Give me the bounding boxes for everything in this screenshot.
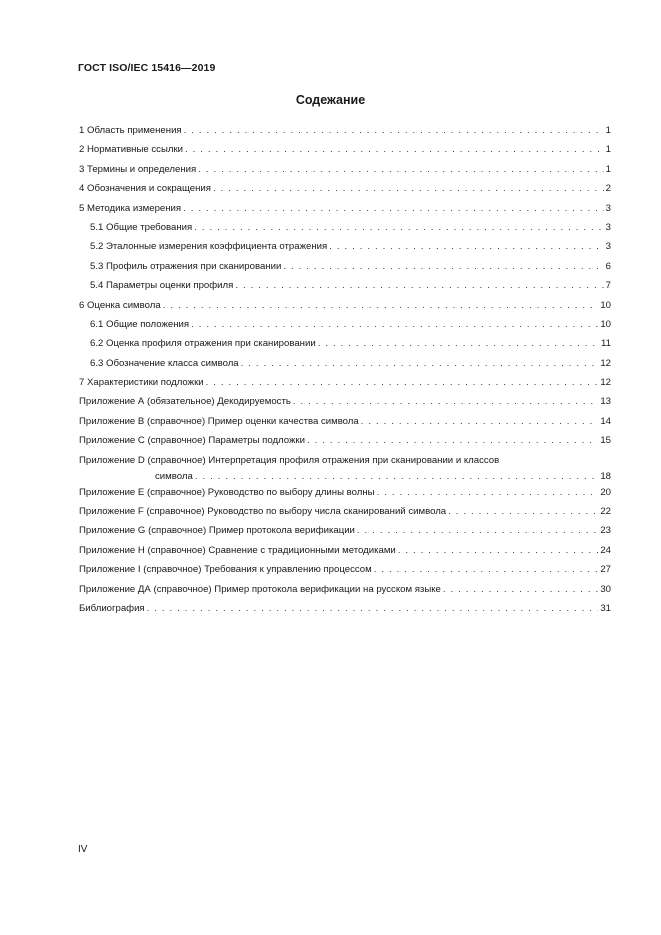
toc-entry-page: 10 bbox=[600, 299, 611, 311]
toc-entry-page: 14 bbox=[600, 415, 611, 427]
dot-leader bbox=[329, 240, 603, 253]
toc-entry-label: 3 Термины и определения bbox=[79, 163, 197, 175]
dot-leader bbox=[206, 376, 599, 389]
dot-leader bbox=[318, 337, 599, 350]
toc-entry-page: 18 bbox=[600, 470, 611, 482]
dot-leader bbox=[184, 124, 604, 137]
toc-entry-page: 3 bbox=[605, 221, 611, 233]
toc-entry-label: 7 Характеристики подложки bbox=[79, 377, 204, 389]
toc-entry[interactable] bbox=[79, 279, 611, 298]
dot-leader bbox=[185, 143, 604, 156]
toc-entry-label: Приложение ДА (справочное) Пример протокола верификации на русском языке bbox=[79, 583, 441, 595]
toc-entry-page: 11 bbox=[601, 338, 611, 350]
dot-leader bbox=[443, 583, 598, 596]
toc-entry-label: Приложение А (обязательное) Декодируемость bbox=[79, 396, 291, 408]
dot-leader bbox=[293, 395, 598, 408]
toc-entry-label-continuation: символа bbox=[155, 470, 193, 482]
toc-entry-label: 5.1 Общие требования bbox=[90, 221, 193, 233]
toc-entry[interactable] bbox=[79, 434, 611, 453]
dot-leader bbox=[147, 602, 599, 615]
toc-entry-page: 1 bbox=[605, 125, 611, 136]
toc-entry[interactable] bbox=[79, 337, 611, 356]
toc-entry[interactable] bbox=[79, 524, 611, 543]
dot-leader bbox=[163, 299, 599, 312]
dot-leader bbox=[183, 202, 604, 215]
toc-entry-page: 30 bbox=[600, 583, 611, 595]
toc-entry-label: Приложение D (справочное) Интерпретация профиля отражения при сканировании и классов bbox=[79, 454, 500, 466]
toc-entry-page: 22 bbox=[600, 506, 611, 518]
toc-entry-page: 13 bbox=[600, 396, 611, 408]
page-number: IV bbox=[78, 844, 88, 855]
toc-entry[interactable] bbox=[79, 454, 611, 486]
dot-leader bbox=[191, 318, 598, 331]
dot-leader bbox=[448, 505, 598, 518]
toc-entry-label: Приложение В (справочное) Пример оценки качества символа bbox=[79, 415, 359, 427]
toc-entry-label: Приложение Е (справочное) Руководство по выбору длины волны bbox=[79, 486, 375, 498]
dot-leader bbox=[283, 260, 603, 273]
dot-leader bbox=[194, 221, 603, 234]
dot-leader bbox=[198, 163, 603, 176]
toc-entry[interactable] bbox=[79, 415, 611, 434]
toc-entry[interactable] bbox=[79, 583, 611, 602]
toc-entry-page: 27 bbox=[600, 564, 611, 576]
toc-entry[interactable] bbox=[79, 202, 611, 221]
toc-entry-label: 5.3 Профиль отражения при сканировании bbox=[90, 260, 282, 272]
toc-entry[interactable] bbox=[79, 299, 611, 318]
toc-entry-label: 4 Обозначения и сокращения bbox=[79, 183, 211, 195]
dot-leader bbox=[213, 182, 604, 195]
toc-entry-page: 23 bbox=[600, 525, 611, 537]
toc-entry-page: 24 bbox=[600, 544, 611, 556]
toc-entry[interactable] bbox=[79, 544, 611, 563]
toc-entry[interactable] bbox=[79, 143, 611, 162]
toc-entry[interactable] bbox=[79, 395, 611, 414]
toc-entry-page: 3 bbox=[605, 202, 611, 214]
toc-entry-label: 6.1 Общие положения bbox=[90, 318, 190, 330]
toc-entry-page: 7 bbox=[605, 280, 611, 292]
toc-entry[interactable] bbox=[79, 357, 611, 376]
toc-entry-page: 12 bbox=[600, 377, 611, 389]
dot-leader bbox=[357, 524, 598, 537]
dot-leader bbox=[195, 470, 599, 483]
dot-leader bbox=[361, 415, 599, 428]
toc-entry-page: 3 bbox=[605, 241, 611, 253]
toc-entry[interactable] bbox=[79, 240, 611, 259]
toc-entry-label: Приложение F (справочное) Руководство по выбору числа сканирований символа bbox=[79, 506, 447, 518]
toc-entry[interactable] bbox=[79, 318, 611, 337]
toc-entry[interactable] bbox=[79, 563, 611, 582]
toc-entry-label: Библиография bbox=[79, 602, 145, 614]
toc-entry-page: 31 bbox=[600, 602, 611, 614]
dot-leader bbox=[398, 544, 599, 557]
toc-entry-page: 15 bbox=[600, 435, 611, 447]
toc-entry[interactable] bbox=[79, 602, 611, 621]
toc-entry[interactable] bbox=[79, 221, 611, 240]
toc-entry-page: 1 bbox=[605, 163, 611, 175]
toc-title: Содежание bbox=[295, 93, 366, 107]
dot-leader bbox=[241, 357, 599, 370]
toc-entry[interactable] bbox=[79, 182, 611, 201]
dot-leader bbox=[235, 279, 603, 292]
toc-entry-page: 12 bbox=[600, 357, 611, 369]
table-of-contents bbox=[79, 124, 611, 621]
toc-entry[interactable] bbox=[79, 486, 611, 505]
toc-entry-label: Приложение I (справочное) Требования к управлению процессом bbox=[79, 564, 372, 576]
toc-entry-label: 5.2 Эталонные измерения коэффициента отражения bbox=[90, 241, 328, 253]
toc-entry-label: Приложение С (справочное) Параметры подложки bbox=[79, 435, 305, 447]
toc-entry-label: 5.4 Параметры оценки профиля bbox=[90, 280, 234, 292]
toc-entry-label: 5 Методика измерения bbox=[79, 202, 182, 214]
toc-entry[interactable] bbox=[79, 260, 611, 279]
toc-entry-label: 6.2 Оценка профиля отражения при сканировании bbox=[90, 338, 316, 350]
toc-entry[interactable] bbox=[79, 163, 611, 182]
toc-entry[interactable] bbox=[79, 376, 611, 395]
toc-entry-label: Приложение Н (справочное) Сравнение с традиционными методиками bbox=[79, 544, 396, 556]
toc-entry-label: 2 Нормативные ссылки bbox=[79, 144, 184, 156]
toc-entry-page: 6 bbox=[605, 260, 611, 272]
toc-entry-page: 10 bbox=[600, 318, 611, 330]
toc-entry-label: Приложение G (справочное) Пример протокола верификации bbox=[79, 525, 355, 537]
toc-entry[interactable] bbox=[79, 505, 611, 524]
toc-entry-label: 6.3 Обозначение класса символа bbox=[90, 357, 239, 369]
dot-leader bbox=[374, 563, 599, 576]
dot-leader bbox=[307, 434, 598, 447]
toc-entry-page: 20 bbox=[600, 486, 611, 498]
toc-entry-label: 6 Оценка символа bbox=[79, 299, 161, 311]
toc-entry-page: 1 bbox=[605, 144, 611, 156]
toc-entry-label: 1 Область применения bbox=[79, 125, 182, 136]
toc-entry-page: 2 bbox=[605, 183, 611, 195]
toc-entry[interactable] bbox=[79, 124, 611, 143]
document-code: ГОСТ ISO/IEC 15416—2019 bbox=[78, 62, 216, 74]
dot-leader bbox=[377, 486, 599, 499]
